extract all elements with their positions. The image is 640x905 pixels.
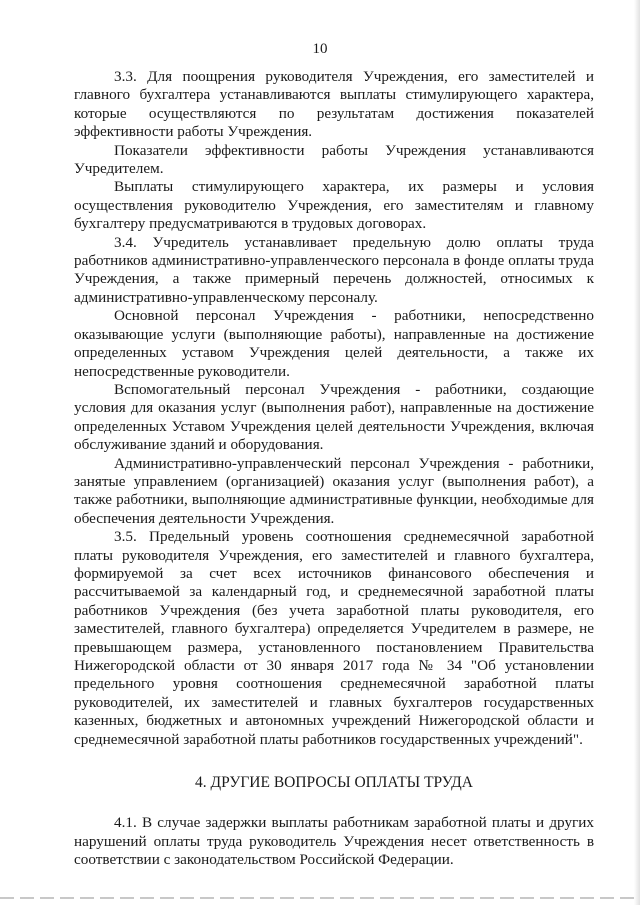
paragraph-incentive-payments: Выплаты стимулирующего характера, их размеры и условия осуществления руководителю Учреждения, его заместителям и главному бухгалтеру предусматриваются в трудовых договорах.: [74, 178, 594, 233]
section-heading: 4. ДРУГИЕ ВОПРОСЫ ОПЛАТЫ ТРУДА: [195, 774, 473, 792]
paragraph-support-personnel: Вспомогательный персонал Учреждения - работники, создающие условия для оказания услуг (выполнения работ), направленные на достижение определенных Уставом Учреждения целей деятельности Учреждения, включая обслуживание зданий и оборудования.: [74, 380, 594, 454]
paragraph-4-1: 4.1. В случае задержки выплаты работникам заработной платы и других нарушений оплаты труда руководитель Учреждения несет ответственность в соответствии с законодательством Российской Федерации.: [74, 814, 594, 869]
paragraph-3-4: 3.4. Учредитель устанавливает предельную долю оплаты труда работников административно-управленческого персонала в фонде оплаты труда Учреждения, а также примерный перечень должностей, относимых к административно-управленческому персоналу.: [74, 233, 594, 306]
paragraph-indicators: Показатели эффективности работы Учреждения устанавливаются Учредителем.: [74, 141, 594, 178]
paragraph-main-personnel: Основной персонал Учреждения - работники, непосредственно оказывающие услуги (выполняющие работы), направленные на достижение определенных уставом Учреждения целей деятельности, а также их непосредственные руководители.: [74, 307, 594, 380]
document-body: [74, 68, 594, 870]
paragraph-admin-personnel: Административно-управленческий персонал Учреждения - работники, занятые управлением (организацией) оказания услуг (выполнения работ), а также работники, выполняющие административные функции, необходимые для обеспечения деятельности Учреждения.: [74, 454, 594, 527]
paragraph-3-5: 3.5. Предельный уровень соотношения среднемесячной заработной платы руководителя Учреждения, его заместителей и главного бухгалтера, формируемой за счет всех источников финансового обеспечения и рассчитываемой за календарный год, и среднемесячной заработной платы работников Учреждения (без учета заработной платы руководителя, его заместителей, главного бухгалтера) определяется Учредителем в размере, не превышающем размера, установленного постановлением Правительства Нижегородской области от 30 января 2017 года № 34 "Об установлении предельного уровня соотношения среднемесячной заработной платы руководителей, их заместителей и главных бухгалтеров государственных казенных, бюджетных и автономных учреждений Нижегородской области и среднемесячной заработной платы работников государственных учреждений".: [74, 528, 594, 748]
page-bottom-edge: [0, 897, 640, 899]
page-edge-shadow: [634, 0, 640, 905]
page-number: 10: [312, 41, 328, 57]
paragraph-3-3: 3.3. Для поощрения руководителя Учреждения, его заместителей и главного бухгалтера устанавливаются выплаты стимулирующего характера, которые осуществляются по результатам достижения показателей эффективности работы Учреждения.: [74, 68, 594, 141]
